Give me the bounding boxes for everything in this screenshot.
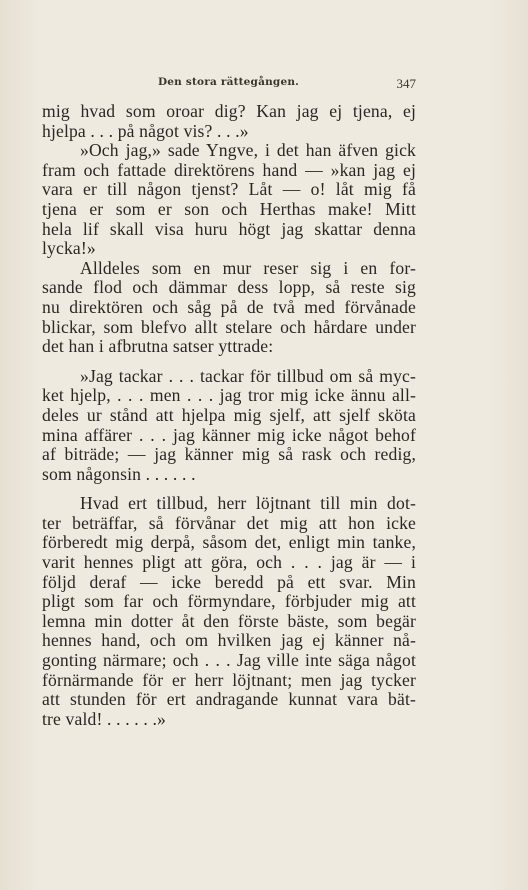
paragraph <box>42 141 416 259</box>
text-line: hjelpa . . . på något vis? . . .» <box>42 120 249 141</box>
text-line: som någonsin . . . . . . <box>42 463 196 484</box>
text-line: tre vald! . . . . . .» <box>42 708 166 729</box>
text-line: följd deraf — icke beredd på ett svar. Min <box>42 571 416 592</box>
text-line: fram och fattade direktörens hand — »kan jag ej <box>42 159 416 180</box>
text-line: tjena er som er son och Herthas make! Mitt <box>42 198 416 219</box>
text-line: hennes hand, och om hvilken jag ej känner nå- <box>42 630 416 651</box>
text-line: förnärmande för er herr löjtnant; men jag tycker <box>42 669 416 690</box>
text-line: af biträde; — jag känner mig så rask och redig, <box>42 444 416 465</box>
text-line: vara er till någon tjenst? Låt — o! låt mig få <box>42 179 416 200</box>
text-line: förberedt mig derpå, såsom det, enligt min tanke, <box>42 532 416 553</box>
text-line: ter beträffar, så förvånar det mig att hon icke <box>42 512 416 533</box>
text-line: lemna min dotter åt den förste bäste, som begär <box>42 610 416 631</box>
body-text <box>42 102 416 729</box>
text-line: mina affärer . . . jag känner mig icke något behof <box>42 424 416 445</box>
text-line: »Och jag,» sade Yngve, i det han äfven gick <box>80 140 416 161</box>
paragraph <box>42 494 416 729</box>
text-line: deles ur stånd att hjelpa mig sjelf, att sjelf sköta <box>42 404 416 425</box>
text-line: lycka!» <box>42 238 96 259</box>
paragraph <box>42 259 416 357</box>
text-line: Alldeles som en mur reser sig i en for- <box>80 257 416 278</box>
paragraph <box>42 367 416 485</box>
paragraph <box>42 102 416 141</box>
text-line: mig hvad som oroar dig? Kan jag ej tjena, ej <box>42 101 416 121</box>
page-number: 347 <box>396 76 416 91</box>
text-line: »Jag tackar . . . tackar för tillbud om så myc- <box>80 365 416 386</box>
page-header <box>42 76 416 92</box>
text-line: det han i afbrutna satser yttrade: <box>42 336 274 357</box>
text-line: gonting närmare; och . . . Jag ville inte säga något <box>42 650 416 671</box>
text-line: blickar, som blefvo allt stelare och hårdare under <box>42 316 416 337</box>
text-line: sande flod och dämmar dess lopp, så reste sig <box>42 277 416 298</box>
text-line: ket hjelp, . . . men . . . jag tror mig icke ännu all- <box>42 385 416 406</box>
running-title: Den stora rättegången. <box>158 76 300 88</box>
text-line: nu direktören och såg på de två med förvånade <box>42 296 416 317</box>
text-line: Hvad ert tillbud, herr löjtnant till min dot- <box>80 493 416 514</box>
text-line: hela lif skall visa huru högt jag skattar denna <box>42 218 416 239</box>
text-line: varit hennes pligt att göra, och . . . jag är — i <box>42 552 416 573</box>
text-line: att stunden för ert andragande kunnat vara bät- <box>42 689 416 710</box>
text-line: pligt som far och förmyndare, förbjuder mig att <box>42 591 416 612</box>
